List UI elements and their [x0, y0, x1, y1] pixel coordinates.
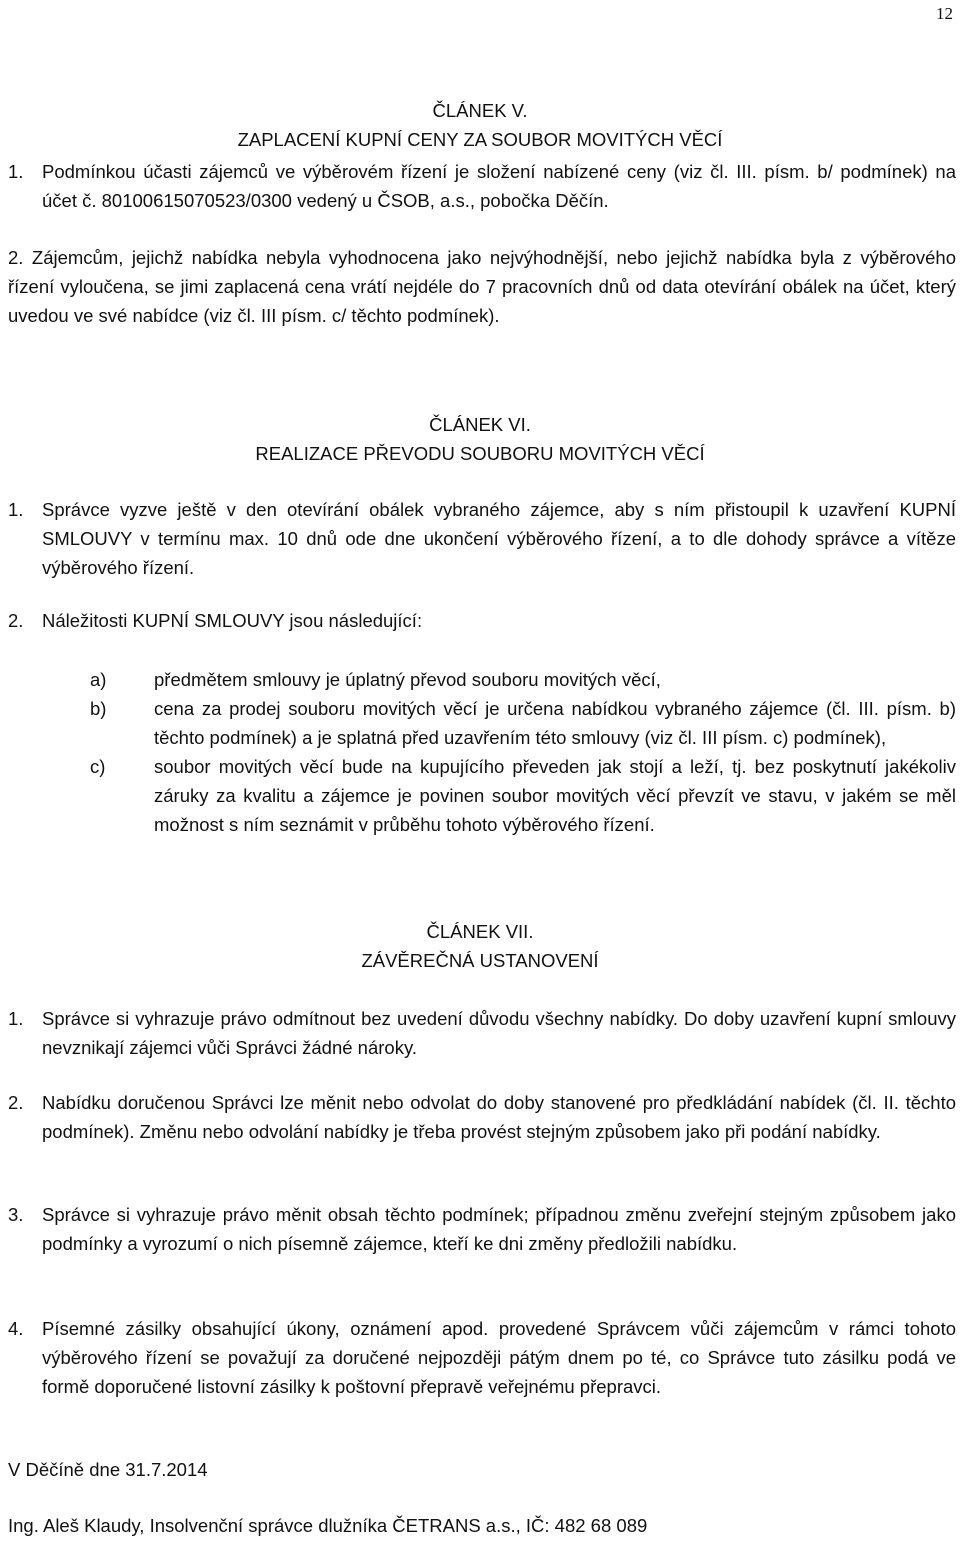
list-item-text: předmětem smlouvy je úplatný převod souboru movitých věcí, [154, 669, 661, 690]
list-item [90, 752, 956, 839]
list-item-label: b) [90, 698, 107, 719]
list-item-text: cena za prodej souboru movitých věcí je určena nabídkou vybraného zájemce (čl. III. písm. b) těchto podmínek) a je splatná před uzavřením této smlouvy (viz čl. III písm. c) podmínek), [154, 698, 956, 748]
article-6-subtitle: REALIZACE PŘEVODU SOUBORU MOVITÝCH VĚCÍ [255, 443, 705, 464]
article-5-subtitle: ZAPLACENÍ KUPNÍ CENY ZA SOUBOR MOVITÝCH VĚCÍ [237, 129, 723, 150]
item-number: 1. [8, 1008, 24, 1029]
article-6-item-2 [8, 606, 956, 635]
item-number: 1. [8, 499, 24, 520]
article-6-item-1 [8, 495, 956, 582]
item-text: Správce si vyhrazuje právo měnit obsah těchto podmínek; případnou změnu zveřejní stejným způsobem jako podmínky a vyrozumí o nich písemně zájemce, kteří ke dni změny předložili nabídku. [42, 1204, 956, 1254]
article-7-heading [0, 917, 960, 975]
article-7-item-1 [8, 1004, 956, 1062]
item-text: Nabídku doručenou Správci lze měnit nebo odvolat do doby stanovené pro předkládání nabídek (čl. II. těchto podmínek). Změnu nebo odvolání nabídky je třeba provést stejným způsobem jako při podání nabídky. [42, 1092, 956, 1142]
article-5-item-2 [8, 243, 956, 330]
item-number: 2. [8, 1092, 24, 1113]
place-date: V Děčíně dne 31.7.2014 [8, 1459, 208, 1480]
signature-line: Ing. Aleš Klaudy, Insolvenční správce dlužníka ČETRANS a.s., IČ: 482 68 089 [8, 1515, 648, 1536]
article-7-subtitle: ZÁVĚREČNÁ USTANOVENÍ [361, 950, 599, 971]
list-item-label: a) [90, 669, 107, 690]
article-7-item-2 [8, 1088, 956, 1146]
article-5-title: ČLÁNEK V. [432, 100, 528, 121]
list-item-text: soubor movitých věcí bude na kupujícího převeden jak stojí a leží, tj. bez poskytnutí jakékoliv záruky za kvalitu a zájemce je povinen soubor movitých věcí převzít ve stavu, v jakém se měl možnost s ním seznámit v průběhu tohoto výběrového řízení. [154, 756, 956, 835]
item-text: Správce si vyhrazuje právo odmítnout bez uvedení důvodu všechny nabídky. Do doby uzavření kupní smlouvy nevznikají zájemci vůči Správci žádné nároky. [42, 1008, 956, 1058]
item-number: 1. [8, 161, 24, 182]
article-6-title: ČLÁNEK VI. [429, 414, 531, 435]
article-7-title: ČLÁNEK VII. [426, 921, 534, 942]
list-item [90, 694, 956, 752]
item-text: Náležitosti KUPNÍ SMLOUVY jsou následující: [42, 610, 423, 631]
item-text: Zájemcům, jejichž nabídka nebyla vyhodnocena jako nejvýhodnější, nebo jejichž nabídka byla z výběrového řízení vyloučena, se jimi zaplacená cena vrátí nejdéle do 7 pracovních dnů od data otevírání obálek na účet, který uvedou ve své nabídce (viz čl. III písm. c/ těchto podmínek). [8, 247, 956, 326]
article-5-heading [0, 96, 960, 154]
article-7-item-4 [8, 1314, 956, 1401]
item-text: Podmínkou účasti zájemců ve výběrovém řízení je složení nabízené ceny (viz čl. III. písm. b/ podmínek) na účet č. 80100615070523/0300 vedený u ČSOB, a.s., pobočka Děčín. [42, 161, 956, 211]
page-number: 12 [936, 4, 953, 23]
item-number: 2. [8, 610, 24, 631]
article-5-item-1 [8, 157, 956, 215]
article-7-item-3 [8, 1200, 956, 1258]
item-number: 4. [8, 1318, 24, 1339]
item-text: Písemné zásilky obsahující úkony, oznámení apod. provedené Správcem vůči zájemcům v rámci tohoto výběrového řízení se považují za doručené nejpozději pátým dnem po té, co Správce tuto zásilku podá ve formě doporučené listovní zásilky k poštovní přepravě veřejnému přepravci. [42, 1318, 956, 1397]
contract-requirements-list [90, 665, 956, 839]
item-number: 2. [8, 247, 24, 268]
item-text: Správce vyzve ještě v den otevírání obálek vybraného zájemce, aby s ním přistoupil k uzavření KUPNÍ SMLOUVY v termínu max. 10 dnů ode dne ukončení výběrového řízení, a to dle dohody správce a vítěze výběrového řízení. [42, 499, 956, 578]
item-number: 3. [8, 1204, 24, 1225]
list-item [90, 665, 956, 694]
list-item-label: c) [90, 756, 106, 777]
article-6-heading [0, 410, 960, 468]
